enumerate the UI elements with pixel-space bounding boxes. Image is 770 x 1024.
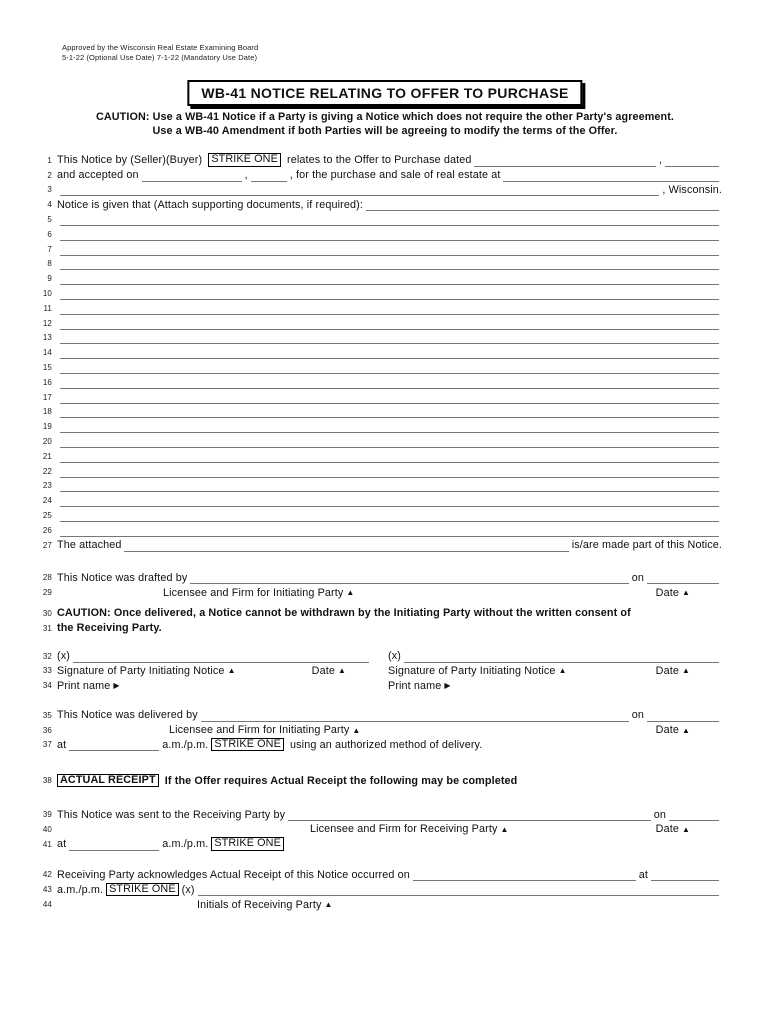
signature-label: Signature of Party Initiating Notice	[388, 664, 556, 677]
blank-fill-line[interactable]	[60, 494, 719, 507]
line-3	[40, 182, 722, 197]
line-number: 40	[42, 824, 52, 834]
line-42-text: Receiving Party acknowledges Actual Receipt of this Notice occurred on	[57, 868, 410, 881]
line-number: 24	[42, 496, 52, 506]
offer-date-blank[interactable]	[474, 154, 655, 167]
print-name-right	[388, 680, 722, 693]
line-number: 35	[42, 710, 52, 720]
line-39	[40, 806, 722, 821]
line-3-text: , Wisconsin.	[662, 183, 722, 196]
blank-fill-line[interactable]	[60, 479, 719, 492]
strike-one-box[interactable]: STRIKE ONE	[211, 738, 284, 752]
line-4-text: Notice is given that (Attach supporting documents, if required):	[57, 198, 363, 211]
line-41	[40, 836, 722, 851]
sent-time-blank[interactable]	[69, 838, 159, 851]
blank-fill-line[interactable]	[60, 361, 719, 374]
blank-fill-line[interactable]	[60, 405, 719, 418]
blank-fill-line[interactable]	[60, 331, 719, 344]
caution-delivered-text: CAUTION: Once delivered, a Notice cannot be withdrawn by the Initiating Party without the written consent of	[57, 607, 631, 620]
line-41-at: at	[57, 838, 67, 851]
line-42-at: at	[638, 868, 648, 881]
blank-fill-line[interactable]	[60, 287, 719, 300]
line-number: 22	[42, 466, 52, 476]
line-number: 39	[42, 810, 52, 820]
blank-line	[40, 404, 722, 419]
licensee-firm-label: Licensee and Firm for Initiating Party	[163, 586, 344, 599]
comma: ,	[658, 154, 662, 167]
sent-date-blank[interactable]	[669, 808, 719, 821]
line-number: 4	[47, 200, 52, 210]
line-number: 37	[42, 740, 52, 750]
blank-lines	[40, 211, 722, 537]
blank-line	[40, 418, 722, 433]
line-38	[40, 772, 722, 787]
blank-fill-line[interactable]	[60, 272, 719, 285]
line-35-text: This Notice was delivered by	[57, 709, 198, 722]
signature-labels-right	[388, 665, 722, 678]
line-35-on: on	[631, 709, 644, 722]
line-number: 16	[42, 377, 52, 387]
blank-fill-line[interactable]	[60, 450, 719, 463]
receipt-date-blank[interactable]	[413, 868, 636, 881]
line-number: 13	[42, 333, 52, 343]
line-number: 7	[47, 244, 52, 254]
line-number: 28	[42, 573, 52, 583]
blank-line	[40, 463, 722, 478]
print-name-label: Print name	[388, 679, 442, 692]
accepted-year-blank[interactable]	[251, 169, 287, 182]
line-number: 11	[43, 303, 52, 313]
blank-line	[40, 300, 722, 315]
form-body	[40, 152, 722, 911]
line-number: 38	[42, 776, 52, 786]
approval-note	[62, 43, 258, 63]
blank-line	[40, 507, 722, 522]
drafted-by-blank[interactable]	[190, 571, 628, 584]
blank-fill-line[interactable]	[60, 257, 719, 270]
line-number: 41	[42, 839, 52, 849]
line-27-text2: is/are made part of this Notice.	[571, 539, 722, 552]
blank-fill-line[interactable]	[60, 317, 719, 330]
line-number: 42	[42, 870, 52, 880]
actual-receipt-box: ACTUAL RECEIPT	[57, 774, 159, 788]
line-27	[40, 537, 722, 552]
line-number: 31	[42, 623, 52, 633]
line-number: 26	[42, 525, 52, 535]
blank-fill-line[interactable]	[60, 524, 719, 537]
blank-line	[40, 241, 722, 256]
line-37-at: at	[57, 738, 67, 751]
blank-line	[40, 211, 722, 226]
line-number: 33	[42, 666, 52, 676]
blank-line	[40, 256, 722, 271]
blank-line	[40, 315, 722, 330]
line-28-text: This Notice was drafted by	[57, 571, 188, 584]
line-number: 2	[47, 170, 52, 180]
ampm-label: a.m./p.m.	[162, 838, 209, 851]
print-name-label: Print name	[57, 679, 111, 692]
line-1-text: This Notice by (Seller)(Buyer)	[57, 154, 206, 167]
up-arrow-icon: ▲	[324, 900, 333, 910]
blank-fill-line[interactable]	[60, 243, 719, 256]
up-arrow-icon: ▲	[681, 824, 690, 834]
line-number: 10	[42, 288, 52, 298]
line-number: 25	[42, 510, 52, 520]
blank-fill-line[interactable]	[60, 391, 719, 404]
blank-line	[40, 448, 722, 463]
blank-line	[40, 374, 722, 389]
line-39-text: This Notice was sent to the Receiving Party by	[57, 808, 286, 821]
signature-labels-left	[57, 665, 372, 678]
signature-column-left	[57, 650, 372, 663]
line-34	[40, 677, 722, 692]
comma: ,	[244, 169, 248, 182]
line-1	[40, 152, 722, 167]
blank-line	[40, 389, 722, 404]
blank-line	[40, 433, 722, 448]
attached-documents-blank[interactable]	[124, 539, 568, 552]
line-number: 3	[47, 185, 52, 195]
blank-fill-line[interactable]	[60, 228, 719, 241]
signature-column-right	[388, 650, 722, 663]
blank-line	[40, 344, 722, 359]
right-arrow-icon: ▶	[444, 681, 451, 691]
strike-one-box[interactable]: STRIKE ONE	[211, 837, 284, 851]
line-32	[40, 648, 722, 663]
date-label: Date	[655, 823, 679, 836]
line-number: 14	[42, 348, 52, 358]
offer-year-blank[interactable]	[665, 154, 719, 167]
strike-one-box[interactable]: STRIKE ONE	[208, 153, 281, 167]
licensee-firm-label: Licensee and Firm for Initiating Party	[169, 724, 350, 737]
right-arrow-icon: ▶	[113, 681, 120, 691]
line-number: 21	[42, 451, 52, 461]
line-1-text2: relates to the Offer to Purchase dated	[283, 154, 472, 167]
initials-label: Initials of Receiving Party	[197, 898, 322, 911]
line-number: 34	[42, 681, 52, 691]
up-arrow-icon: ▲	[558, 666, 567, 676]
line-27-text: The attached	[57, 539, 122, 552]
delivered-time-blank[interactable]	[69, 738, 159, 751]
drafted-date-blank[interactable]	[647, 571, 719, 584]
line-4	[40, 196, 722, 211]
accepted-date-blank[interactable]	[142, 169, 242, 182]
line-number: 15	[42, 362, 52, 372]
line-number: 29	[42, 588, 52, 598]
line-31	[40, 620, 722, 635]
line-number: 20	[42, 436, 52, 446]
caution-delivered-text2: the Receiving Party.	[57, 622, 162, 635]
blank-fill-line[interactable]	[60, 346, 719, 359]
date-label: Date	[311, 664, 335, 677]
line-number: 12	[42, 318, 52, 328]
up-arrow-icon: ▲	[500, 824, 509, 834]
real-estate-address-blank[interactable]	[503, 169, 719, 182]
line-number: 8	[47, 259, 52, 269]
blank-fill-line[interactable]	[60, 302, 719, 315]
approval-line-2: 5-1-22 (Optional Use Date) 7-1-22 (Mandatory Use Date)	[62, 53, 258, 62]
up-arrow-icon: ▲	[346, 588, 355, 598]
approval-line-1: Approved by the Wisconsin Real Estate Examining Board	[62, 43, 259, 52]
line-number: 6	[47, 229, 52, 239]
blank-line	[40, 478, 722, 493]
line-number: 44	[42, 900, 52, 910]
line-44	[40, 896, 722, 911]
blank-fill-line[interactable]	[60, 420, 719, 433]
blank-line	[40, 330, 722, 345]
line-40	[40, 821, 722, 836]
sent-by-blank[interactable]	[288, 808, 651, 821]
notice-text-blank[interactable]	[366, 198, 719, 211]
line-37-text: using an authorized method of delivery.	[286, 738, 483, 751]
line-2	[40, 167, 722, 182]
x-mark-label: (x)	[57, 650, 70, 662]
blank-fill-line[interactable]	[60, 213, 719, 226]
date-label: Date	[655, 664, 679, 677]
form-title: WB-41 NOTICE RELATING TO OFFER TO PURCHASE	[187, 80, 582, 106]
blank-line	[40, 270, 722, 285]
line-number: 43	[42, 885, 52, 895]
line-number: 19	[42, 422, 52, 432]
caution-line-2: Use a WB-40 Amendment if both Parties will be agreeing to modify the terms of the Offer.	[152, 125, 618, 137]
blank-line	[40, 522, 722, 537]
line-number: 27	[42, 540, 52, 550]
up-arrow-icon: ▲	[681, 725, 690, 735]
up-arrow-icon: ▲	[227, 666, 236, 676]
address-continued-blank[interactable]	[60, 183, 659, 196]
signature-blank-2[interactable]	[404, 650, 719, 663]
line-36	[40, 722, 722, 737]
up-arrow-icon: ▲	[681, 666, 690, 676]
delivered-date-blank[interactable]	[647, 709, 719, 722]
up-arrow-icon: ▲	[352, 725, 361, 735]
up-arrow-icon: ▲	[337, 666, 346, 676]
x-mark-label: (x)	[388, 650, 401, 662]
line-number: 1	[47, 155, 52, 165]
line-33	[40, 663, 722, 678]
receipt-time-blank[interactable]	[651, 868, 719, 881]
line-number: 36	[42, 725, 52, 735]
line-43	[40, 881, 722, 896]
signature-blank-1[interactable]	[73, 650, 369, 663]
delivered-by-blank[interactable]	[201, 709, 629, 722]
line-28	[40, 570, 722, 585]
line-42	[40, 867, 722, 882]
signature-label: Signature of Party Initiating Notice	[57, 664, 225, 677]
print-name-left	[57, 680, 372, 693]
blank-line	[40, 359, 722, 374]
caution-header	[0, 110, 770, 138]
line-30	[40, 605, 722, 620]
ampm-label: a.m./p.m.	[57, 883, 104, 896]
line-number: 17	[42, 392, 52, 402]
line-35	[40, 707, 722, 722]
actual-receipt-text: If the Offer requires Actual Receipt the following may be completed	[161, 774, 518, 787]
date-label: Date	[655, 724, 679, 737]
line-39-on: on	[653, 808, 666, 821]
x-mark-label: (x)	[181, 883, 195, 896]
receiving-initials-blank[interactable]	[198, 883, 719, 896]
blank-line	[40, 492, 722, 507]
blank-fill-line[interactable]	[60, 509, 719, 522]
date-label: Date	[655, 586, 679, 599]
line-29	[40, 584, 722, 599]
blank-line	[40, 285, 722, 300]
line-37	[40, 737, 722, 752]
blank-fill-line[interactable]	[60, 376, 719, 389]
line-number: 18	[42, 407, 52, 417]
up-arrow-icon: ▲	[681, 588, 690, 598]
strike-one-box[interactable]: STRIKE ONE	[106, 883, 179, 897]
line-number: 23	[42, 481, 52, 491]
blank-line	[40, 226, 722, 241]
licensee-firm-receiving-label: Licensee and Firm for Receiving Party	[310, 823, 498, 836]
line-28-on: on	[631, 571, 644, 584]
line-number: 9	[47, 274, 52, 284]
line-number: 5	[47, 214, 52, 224]
caution-line-1: CAUTION: Use a WB-41 Notice if a Party is giving a Notice which does not require the other Party's agreement.	[95, 111, 675, 123]
line-2-text2: , for the purchase and sale of real estate at	[289, 169, 501, 182]
blank-fill-line[interactable]	[60, 465, 719, 478]
line-number: 30	[42, 608, 52, 618]
line-2-text: and accepted on	[57, 169, 139, 182]
ampm-label: a.m./p.m.	[162, 738, 209, 751]
blank-fill-line[interactable]	[60, 435, 719, 448]
line-number: 32	[42, 651, 52, 661]
